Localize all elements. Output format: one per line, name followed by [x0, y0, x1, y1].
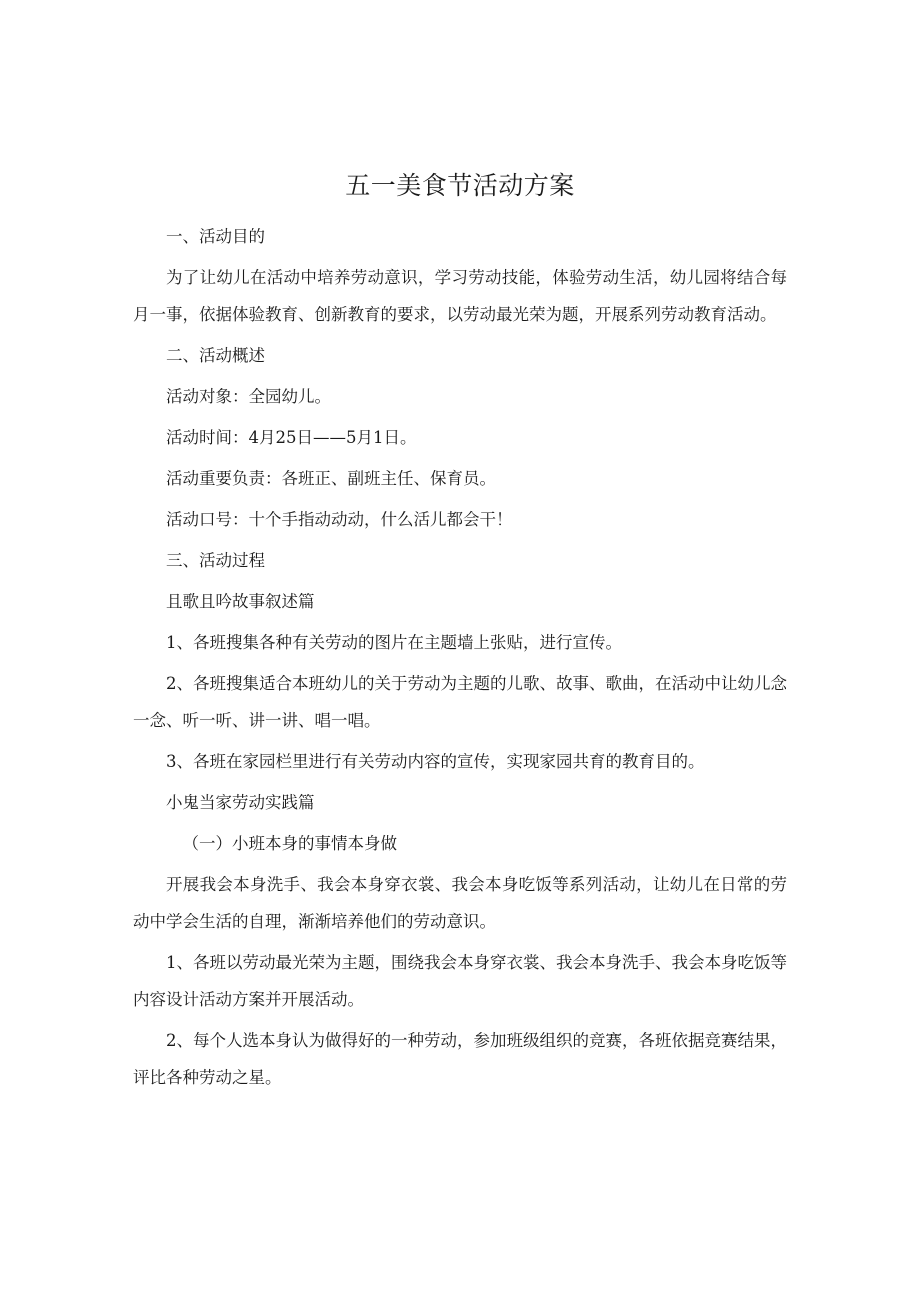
document-title: 五一美食节活动方案	[345, 171, 575, 200]
paragraph-target: 活动对象：全园幼儿。	[166, 387, 331, 406]
section-heading-purpose: 一、活动目的	[166, 227, 265, 246]
list-item-small-1: 1、各班以劳动最光荣为主题，围绕我会本身穿衣裳、我会本身洗手、我会本身吃饭等内容设计活动方案并开展活动。	[133, 953, 787, 1009]
document-body	[133, 218, 787, 1100]
subsection-heading-story: 且歌且吟故事叙述篇	[166, 592, 315, 611]
list-item-2: 2、各班搜集适合本班幼儿的关于劳动为主题的儿歌、故事、歌曲，在活动中让幼儿念一念、听一听、讲一讲、唱一唱。	[133, 674, 787, 730]
section-heading-overview: 二、活动概述	[166, 346, 265, 365]
paragraph-time: 活动时间：4月25日——5月1日。	[166, 428, 417, 447]
paragraph-small-class: 开展我会本身洗手、我会本身穿衣裳、我会本身吃饭等系列活动，让幼儿在日常的劳动中学会生活的自理，渐渐培养他们的劳动意识。	[133, 875, 787, 931]
paragraph-slogan: 活动口号：十个手指动动动，什么活儿都会干！	[166, 510, 513, 529]
section-heading-process: 三、活动过程	[166, 551, 265, 570]
paragraph-responsible: 活动重要负责：各班正、副班主任、保育员。	[166, 469, 496, 488]
list-item-3: 3、各班在家园栏里进行有关劳动内容的宣传，实现家园共育的教育目的。	[166, 752, 705, 771]
subsection-heading-practice: 小鬼当家劳动实践篇	[166, 793, 315, 812]
subsection-heading-small-class: （一）小班本身的事情本身做	[182, 834, 397, 853]
list-item-small-2: 2、每个人选本身认为做得好的一种劳动，参加班级组织的竞赛，各班依据竞赛结果，评比各种劳动之星。	[133, 1031, 787, 1087]
paragraph-purpose: 为了让幼儿在活动中培养劳动意识，学习劳动技能，体验劳动生活，幼儿园将结合每月一事，依据体验教育、创新教育的要求，以劳动最光荣为题，开展系列劳动教育活动。	[133, 268, 787, 324]
list-item-1: 1、各班搜集各种有关劳动的图片在主题墙上张贴，进行宣传。	[166, 633, 622, 652]
